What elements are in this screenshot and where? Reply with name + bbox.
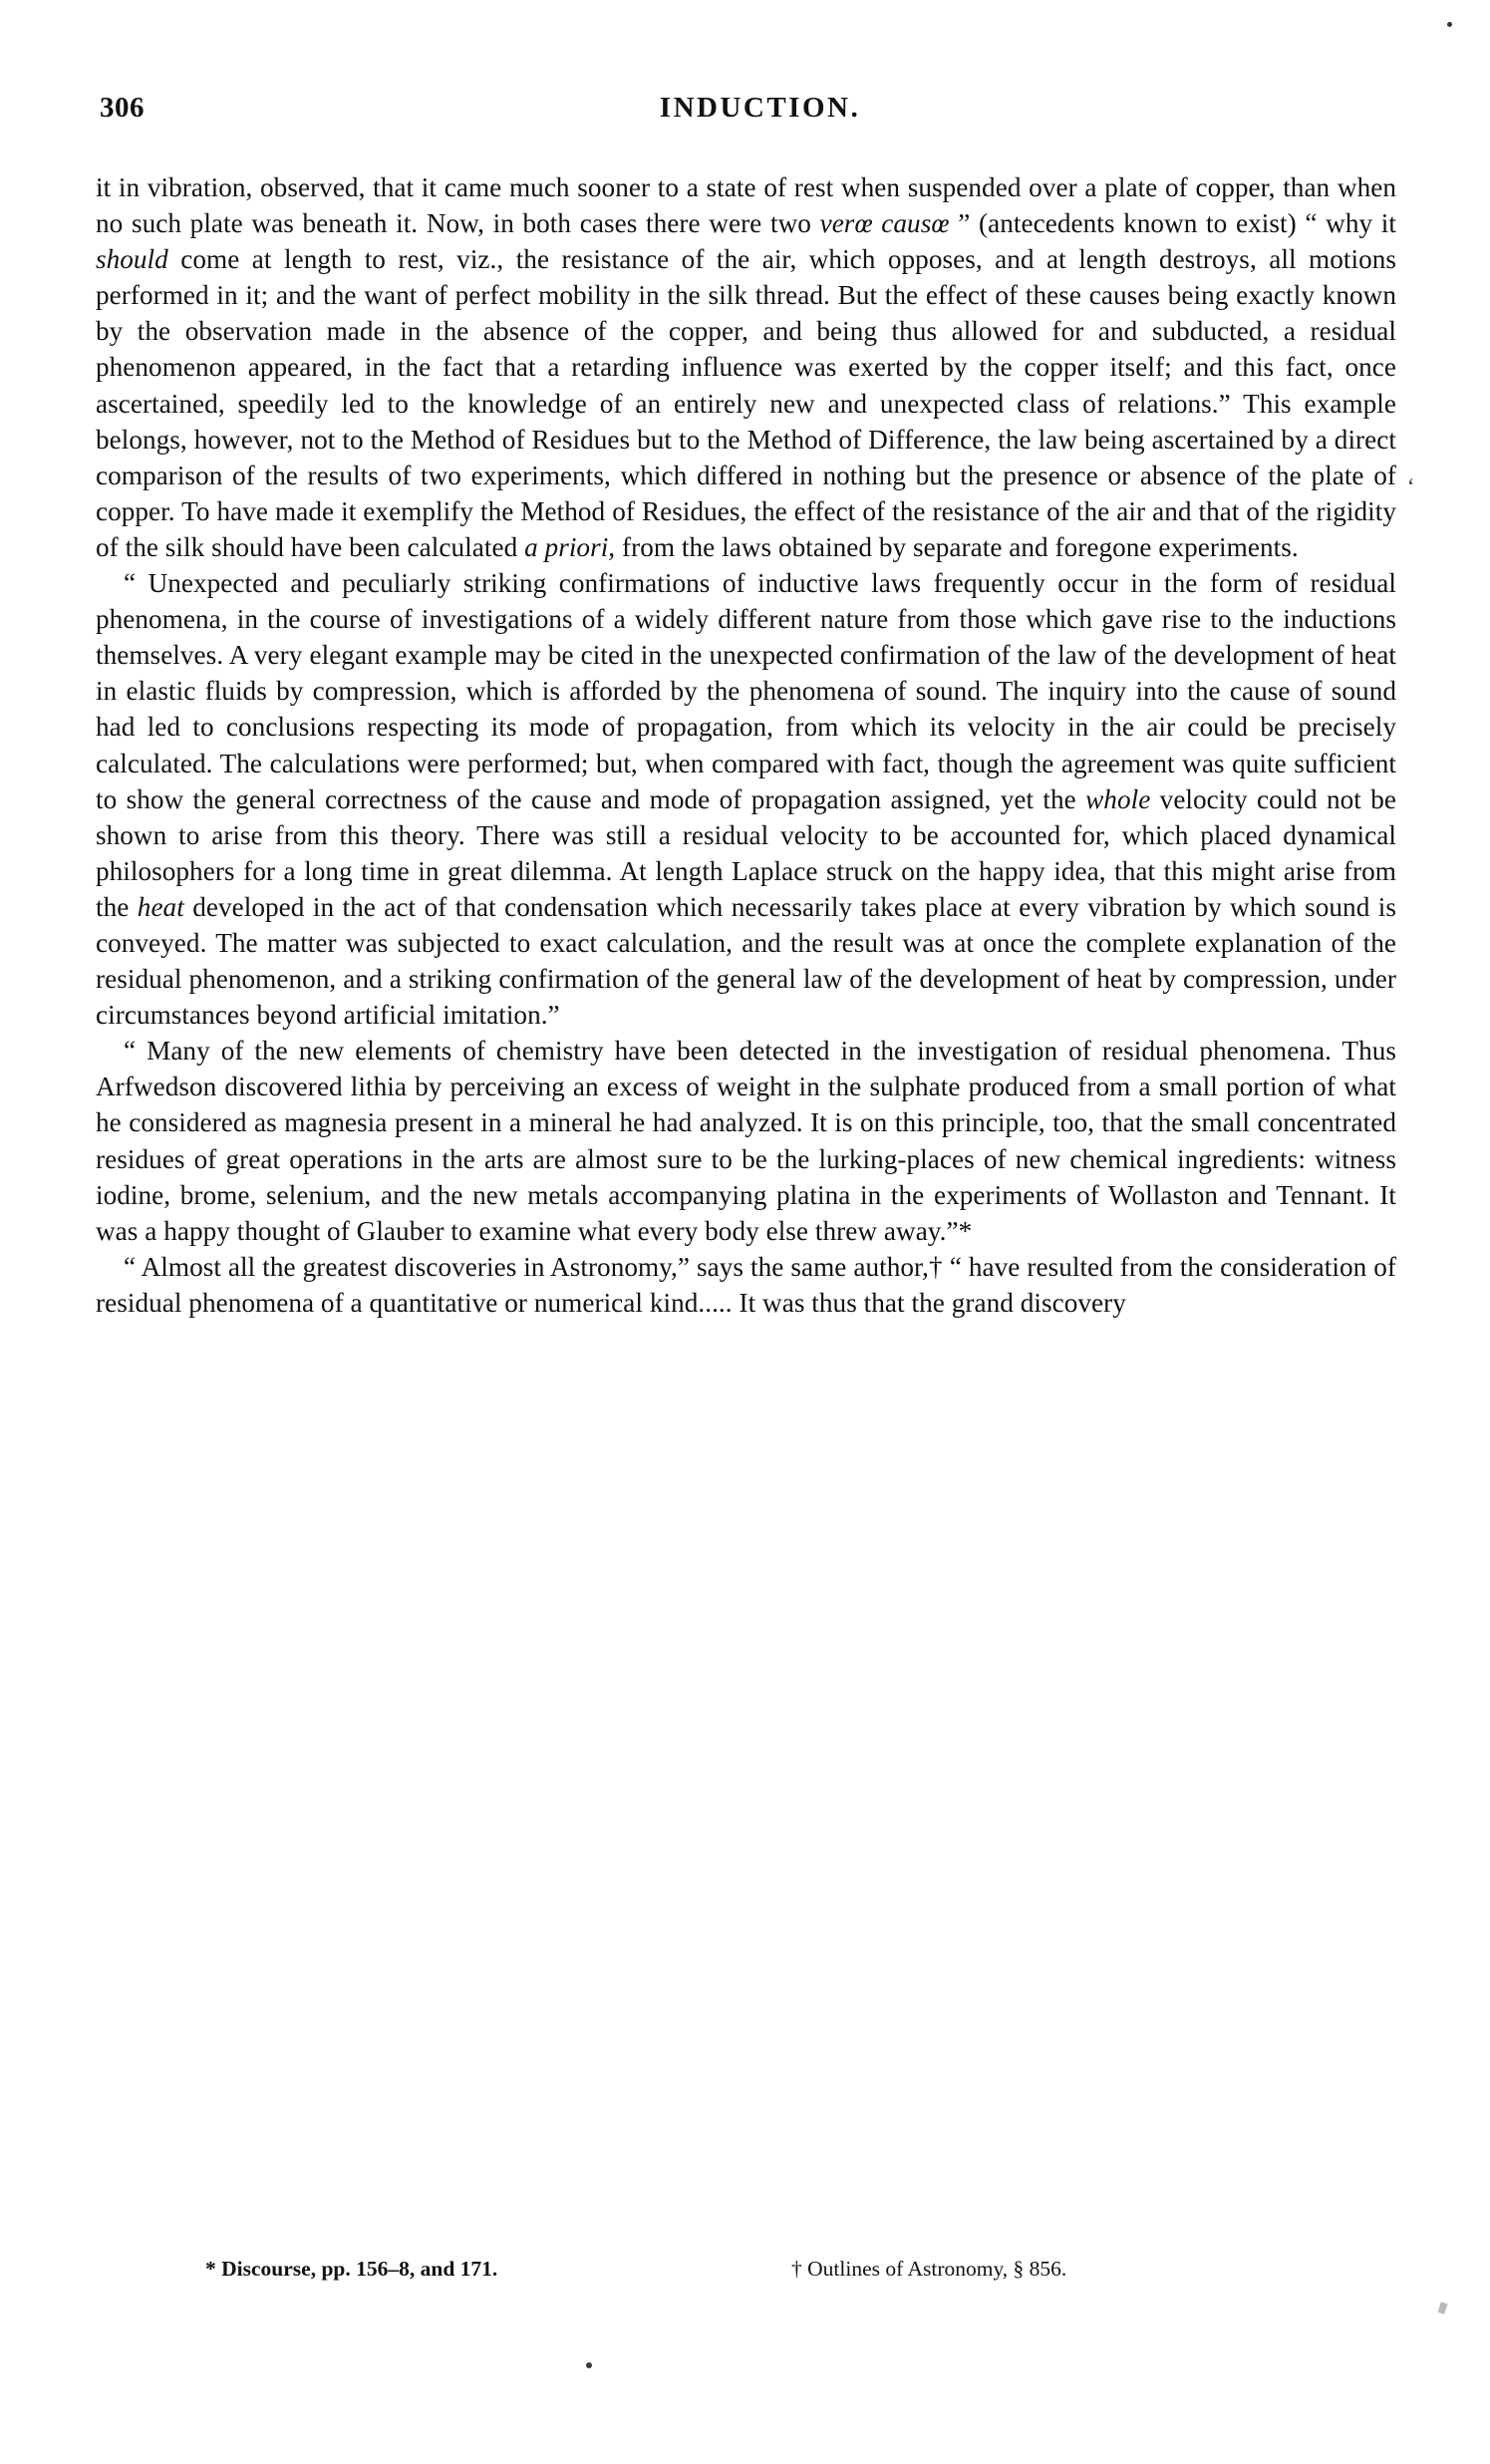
page-speck-bottom-center [586, 2362, 592, 2368]
page-header [100, 92, 1390, 132]
paragraph-4: “ Almost all the greatest discoveries in Astronomy,” says the same author,† “ have resulted from the consideration of residual phenomena of a quantitative or numerical kind..... It was thus that the grand discovery [96, 1251, 1396, 1318]
page-number: 306 [100, 92, 145, 124]
footnote-area [96, 2255, 1394, 2283]
paragraph-2: “ Unexpected and peculiarly striking confirmations of inductive laws frequently occur in the form of residual phenomena, in the course of investigations of a widely different nature from those which gave rise to the inductions themselves. A very elegant example may be cited in the unexpected confirmation of the law of the development of heat in elastic fluids by compression, which is afforded by the phenomena of sound. The inquiry into the cause of sound had led to conclusions respecting its mode of propagation, from which its velocity in the air could be precisely calculated. The calculations were performed; but, when compared with fact, though the agreement was quite sufficient to show the general correctness of the cause and mode of propagation assigned, yet the whole velocity could not be shown to arise from this theory. There was still a residual velocity to be accounted for, which placed dynamical philosophers for a long time in great dilemma. At length Laplace struck on the happy idea, that this might arise from the heat developed in the act of that condensation which necessarily takes place at every vibration by which sound is conveyed. The matter was subjected to exact calculation, and the result was at once the complete explanation of the residual phenomenon, and a striking confirmation of the general law of the development of heat by compression, under circumstances beyond artificial imitation.” [96, 568, 1397, 1031]
paragraph-1: it in vibration, observed, that it came much sooner to a state of rest when suspended over a plate of copper, than when no such plate was beneath it. Now, in both cases there were two verœ causœ ” (antecedents known to exist) “ why it should come at length to rest, viz., the resistance of the air, which opposes, and at length destroys, all motions performed in it; and the want of perfect mobility in the silk thread. But the effect of these causes being exactly known by the observation made in the absence of the copper, and being thus allowed for and subducted, a residual phenomenon appeared, in the fact that a retarding influence was exerted by the copper itself; and this fact, once ascertained, speedily led to the knowledge of an entirely new and unexpected class of relations.” This example belongs, however, not to the Method of Residues but to the Method of Difference, the law being ascertained by a direct comparison of the results of two experiments, which differed in nothing but the presence or absence of the plate of copper. To have made it exemplify the Method of Residues, the effect of the resistance of the air and that of the rigidity of the silk should have been calculated a priori, from the laws obtained by separate and foregone experiments. [96, 172, 1397, 562]
page-body [96, 169, 1396, 1321]
margin-mark: ‘ [1407, 473, 1415, 498]
page-speck-top [1447, 22, 1452, 27]
paragraph-3: “ Many of the new elements of chemistry have been detected in the investigation of residual phenomena. Thus Arfwedson discovered lithia by perceiving an excess of weight in the sulphate produced from a small portion of what he considered as magnesia present in a mineral he had analyzed. It is on this principle, too, that the small concentrated residues of great operations in the arts are almost sure to be the lurking-places of new chemical ingredients: witness iodine, brome, selenium, and the new metals accompanying platina in the experiments of Wollaston and Tennant. It was a happy thought of Glauber to examine what every body else threw away.”* [96, 1036, 1396, 1246]
footnote-asterisk: * Discourse, pp. 156–8, and 171. [205, 2257, 498, 2281]
page-speck-bottom-right [1437, 2302, 1447, 2314]
footnote-dagger: † Outlines of Astronomy, § 856. [791, 2257, 1067, 2281]
running-head: INDUCTION. [659, 92, 861, 124]
